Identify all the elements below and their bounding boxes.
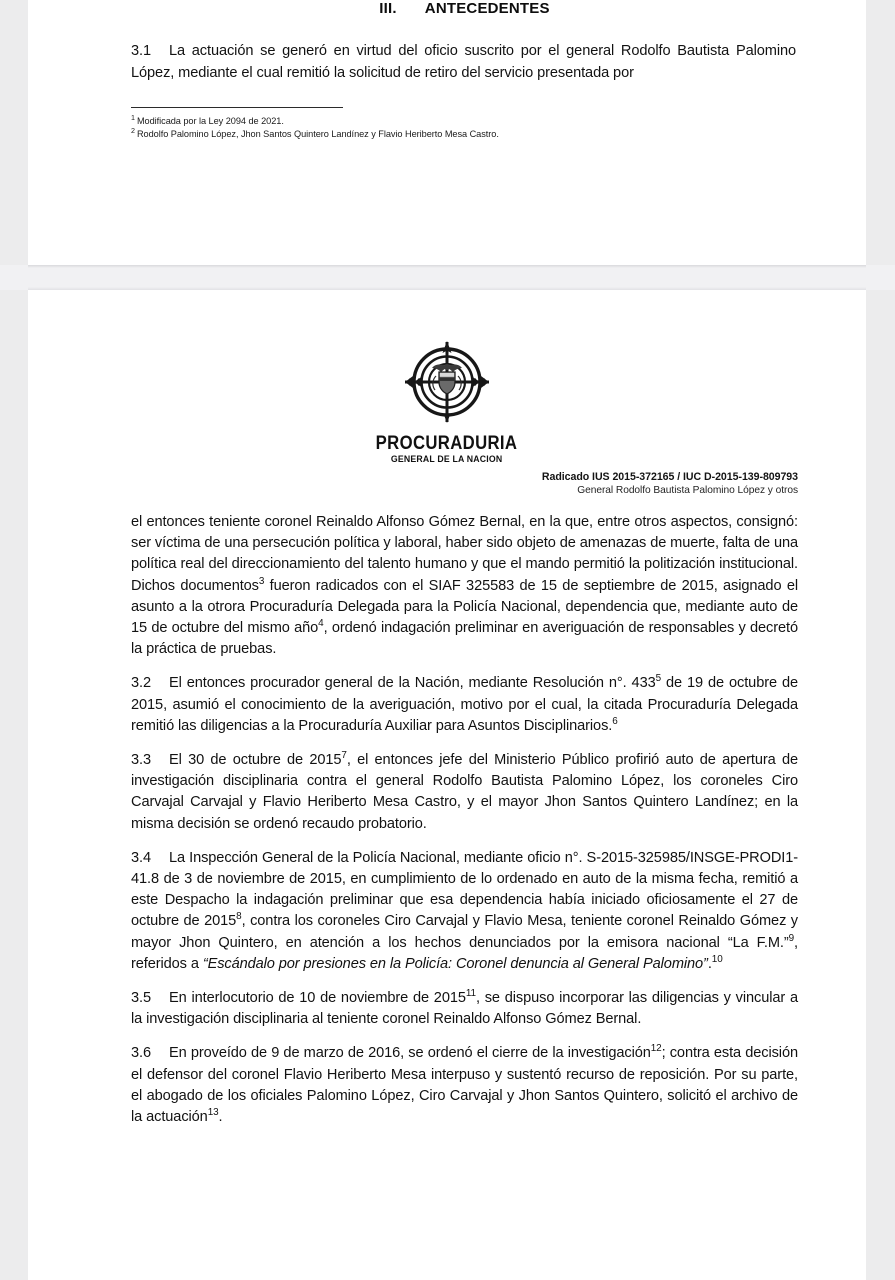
section-heading-roman: III. [379,0,397,17]
paragraph-text: el entonces teniente coronel Reinaldo Alfonso Gómez Bernal, en la que, entre otros aspectos, consignó: ser víctima de una persecución política y laboral, haber sido objeto de amenazas de muerte, falta de una política real del direccionamiento del talento humano y que el mando permitió la politización institucional. Dichos documentos [131,514,798,594]
footnote-reference: 8 [236,911,242,923]
paragraph-text: La actuación se generó en virtud del oficio suscrito por el general Rodolfo Bautista Palomino López, mediante el cual remitió la solicitud de retiro del servicio presentada por [131,43,796,81]
footnote-reference: 3 [258,575,265,587]
page-edge-shadow-top [28,265,866,268]
paragraph-text: . [707,955,712,972]
paragraph-3-1 [131,41,798,84]
procuraduria-seal-icon [395,340,499,432]
radicado-number: Radicado IUS 2015-372165 / IUC D-2015-139-809793 [541,471,798,483]
paragraph-number: 3.2 [131,675,151,692]
paragraph-text: . [218,1109,223,1126]
paragraph-3-2 [131,673,798,737]
paragraph-text: , se dispuso incorporar las diligencias y vincular a la investigación disciplinaria al teniente coronel Reinaldo Alfonso Gómez Bernal. [131,990,798,1028]
paragraph-text: En proveído de 9 de marzo de 2016, se ordenó el cierre de la investigación [169,1045,651,1062]
footnote-reference: 5 [655,673,662,685]
footnote-reference: 10 [711,954,723,965]
paragraph-text: El 30 de octubre de 2015 [169,752,342,769]
paragraph-text: La Inspección General de la Policía Nacional, mediante oficio n°. S-2015-325985/INSGE-PRODI1-41.8 de 3 de noviembre de 2015, en cumplimiento de lo ordenado en auto de la misma fecha, remitió a este Despacho la indagación preliminar que esa dependencia había iniciado oficiosamente el 27 de octubre de 2015 [131,849,798,930]
radicado-subject: General Rodolfo Bautista Palomino López y otros [577,485,798,496]
page-top-content [131,0,798,84]
paragraph-text: , ordenó indagación preliminar en averiguación de responsables y decretó la práctica de pruebas. [131,620,798,658]
footnote-reference: 4 [318,618,324,630]
paragraph-text: de 19 de octubre de 2015, asumió el conocimiento de la averiguación, motivo por el cual, la citada Procuraduría Delegada remitió las diligencias a la Procuraduría Auxiliar para Asuntos Disciplinarios. [131,675,798,734]
footnote-text: Rodolfo Palomino López, Jhon Santos Quintero Landínez y Flavio Heriberto Mesa Castro. [136,129,499,140]
paragraph-text: , referidos a [131,934,798,972]
section-heading [131,0,798,17]
quoted-title: “Escándalo por presiones en la Policía: Coronel denuncia al General Palomino” [202,955,708,972]
paragraph-continuation [131,512,798,660]
emblem-wordmark: PROCURADURIA [376,433,518,454]
paragraph-3-3 [131,750,798,835]
footnote-separator-rule [131,107,343,108]
document-page-current [28,290,866,1280]
footnote-marker: 1 [131,114,135,123]
paragraph-number: 3.1 [131,43,151,59]
paragraph-number: 3.4 [131,849,151,866]
footnote-reference: 9 [788,932,795,944]
footnote-marker: 2 [131,127,135,136]
footnote-reference: 11 [465,988,476,1000]
footnote-block [131,107,751,141]
paragraph-text: , el entonces jefe del Ministerio Público profirió auto de apertura de investigación disciplinaria contra el general Rodolfo Bautista Palomino López, los coroneles Ciro Carvajal Carvajal y Flavio Heriberto Mesa Castro, y el mayor Jhon Santos Quintero Landínez; en la misma decisión se ordenó recaudo probatorio. [131,752,798,832]
radicado-header [542,470,798,498]
paragraph-text: , contra los coroneles Ciro Carvajal y Flavio Mesa, teniente coronel Reinaldo Gómez y mayor Jhon Quintero, en atención a los hechos denunciados por la emisora nacional “La F.M.” [131,913,799,951]
paragraph-number: 3.3 [131,752,151,769]
footnote-reference: 12 [650,1043,662,1055]
footnote-reference: 6 [612,715,618,727]
paragraph-text: El entonces procurador general de la Nación, mediante Resolución n°. 433 [169,675,656,692]
footnote-reference: 7 [341,750,347,762]
paragraph-number: 3.6 [131,1045,151,1062]
paragraph-number: 3.5 [131,990,151,1007]
paragraph-3-6 [131,1043,798,1128]
footnote-reference: 13 [207,1107,219,1119]
paragraph-3-5 [131,988,798,1030]
emblem-subtitle: GENERAL DE LA NACION [391,454,503,465]
paragraph-text: ; contra esta decisión el defensor del coronel Flavio Heriberto Mesa interpuso y sustentó recurso de reposición. Por su parte, el abogado de los oficiales Palomino López, Ciro Carvajal y Jhon Santos Quintero, solicitó el archivo de la actuación [131,1045,798,1126]
paragraph-text: En interlocutorio de 10 de noviembre de 2015 [169,990,466,1007]
letterhead [28,340,866,465]
section-heading-title: ANTECEDENTES [424,0,550,17]
paragraph-3-4 [131,848,798,975]
document-page-previous [28,0,866,265]
footnote-1 [131,115,751,128]
paragraph-text: fueron radicados con el SIAF 325583 de 15 de septiembre de 2015, asignado el asunto a la otrora Procuraduría Delegada para la Policía Nacional, dependencia que, mediante auto de 15 de octubre del mismo año [131,577,798,637]
footnote-2 [131,128,751,141]
footnote-text: Modificada por la Ley 2094 de 2021. [136,116,284,127]
page-body-content [131,512,798,1141]
